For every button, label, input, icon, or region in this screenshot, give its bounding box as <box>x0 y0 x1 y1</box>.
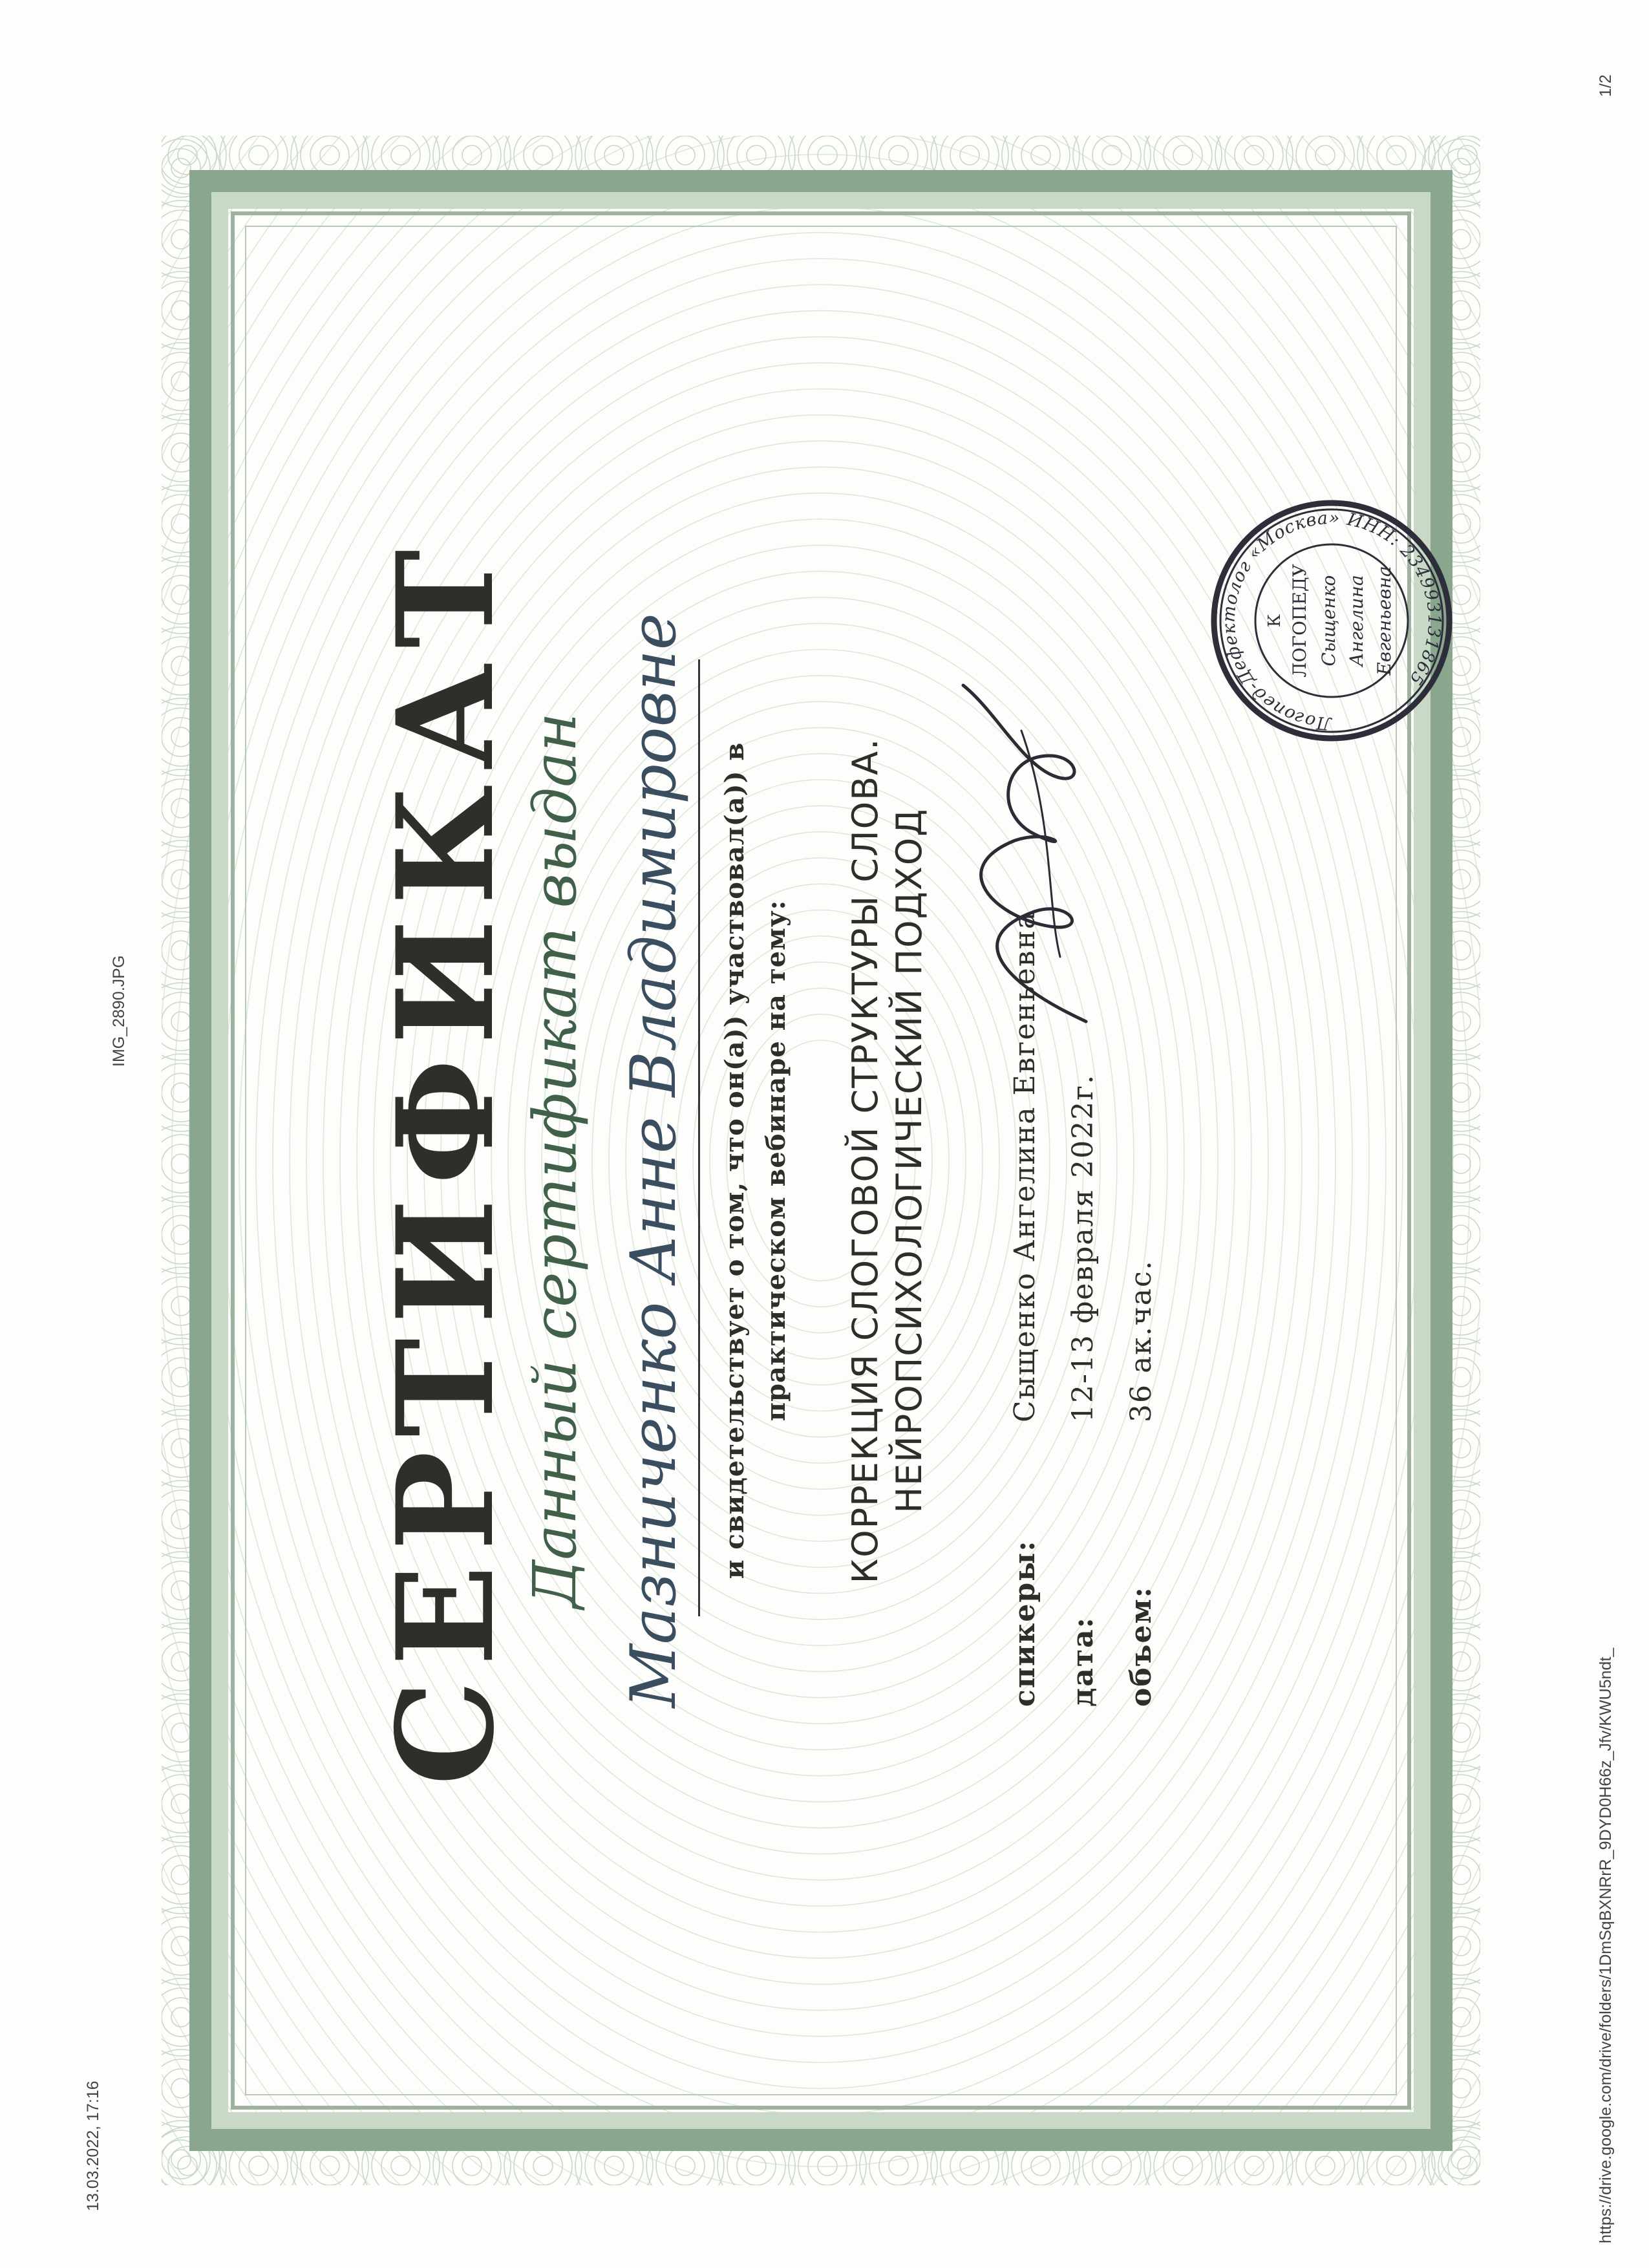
statement-line-1: и свидетельствует о том, что он(а)) участвовал(а)) в <box>719 742 750 1579</box>
date-label: дата: <box>1067 1616 1100 1707</box>
print-filename: IMG_2890.JPG <box>110 955 128 1067</box>
statement-line-2: практическом вебинаре на тему: <box>761 899 791 1422</box>
seal-stamp <box>1209 498 1454 744</box>
stamp-center-line-2: Сыщенко <box>1318 575 1339 667</box>
volume-value: 36 ак.час. <box>1125 1259 1158 1422</box>
stamp-top-mark: К <box>1265 614 1284 628</box>
stamp-center-line-1: ЛОГОПЕДУ <box>1289 564 1310 678</box>
participation-statement <box>714 136 797 2185</box>
stamp-center-line-4: Евгеньевна <box>1374 566 1395 676</box>
speakers-label: спикеры: <box>1008 1539 1041 1707</box>
print-url: https://drive.google.com/drive/folders/1DmSqBXNRrR_9DYD0H66z_Jfv/KWU5ndt_ <box>1597 1647 1615 2243</box>
speakers-value: Сыщенко Ангелина Евгеньевна <box>1008 910 1041 1422</box>
topic-line-2: НЕЙРОПСИХОЛОГИЧЕСКИЙ ПОДХОД <box>889 808 930 1514</box>
stamp-center-line-3: Ангелина <box>1346 575 1367 667</box>
handwritten-signature <box>924 672 1131 1034</box>
recipient-underline <box>698 659 700 1616</box>
print-timestamp: 13.03.2022, 17:16 <box>84 2081 102 2211</box>
print-page-number: 1/2 <box>1597 74 1615 97</box>
volume-label: объем: <box>1125 1586 1158 1707</box>
certificate-title: СЕРТИФИКАТ <box>368 535 524 1786</box>
certificate <box>162 136 1480 2185</box>
topic-line-1: КОРРЕКЦИЯ СЛОГОВОЙ СТРУКТУРЫ СЛОВА. <box>845 737 886 1584</box>
webinar-topic <box>844 136 931 2185</box>
stamp-ring-text: Логопед-Дефектолог «Москва» ИНН: 234993131865 <box>1218 508 1445 734</box>
certificate-subtitle: Данный сертификат выдан <box>520 712 590 1609</box>
date-value: 12-13 февраля 2022г. <box>1067 1073 1100 1422</box>
recipient-name: Мазниченко Анне Владимировне <box>617 613 690 1708</box>
